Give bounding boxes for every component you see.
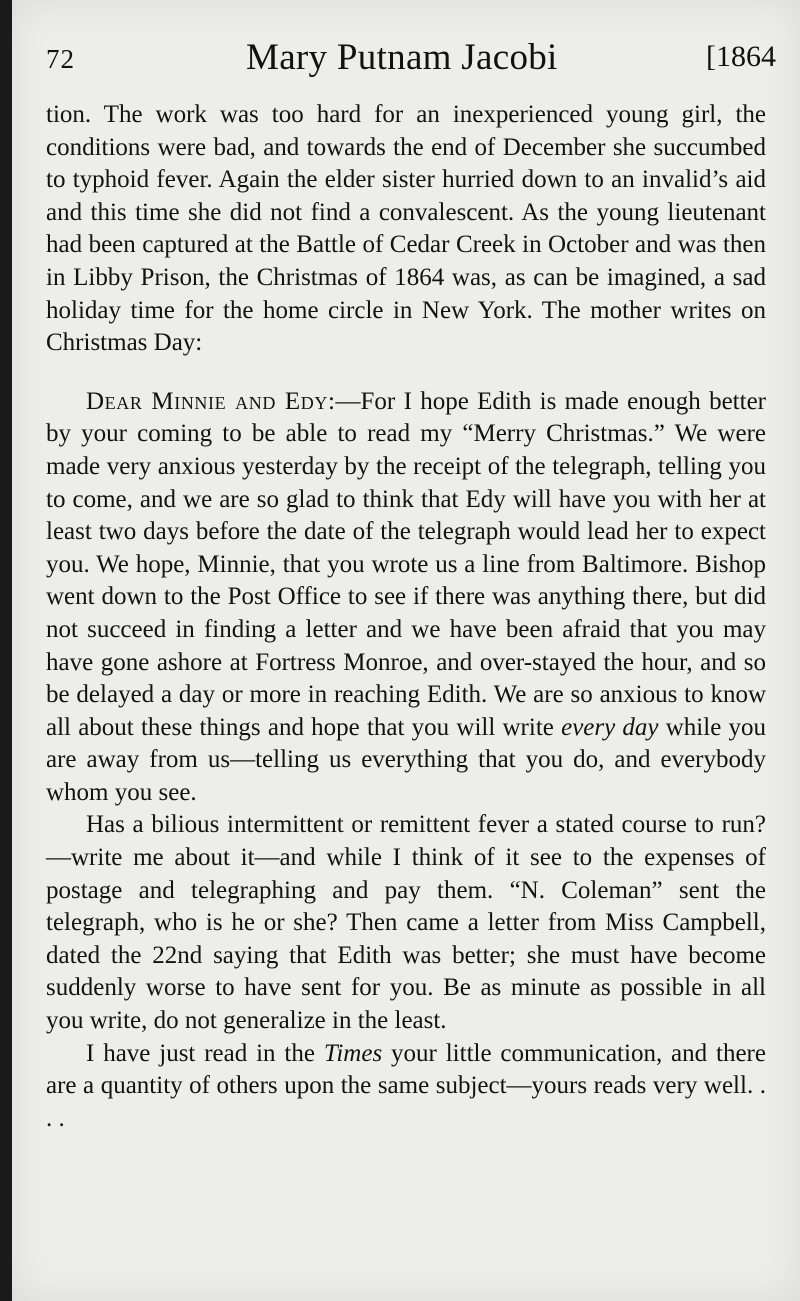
intro-paragraph: tion. The work was too hard for an inexperienced young girl, the conditions were bad, and towards the end of December she succumbed to typhoid fever. Again the elder sister hurried down to an invalid’s aid and this time she did not find a convalescent. As the young lieutenant had been captured at the Battle of Cedar Creek in October and was then in Libby Prison, the Christmas of 1864 was, as can be imagined, a sad holiday time for the home circle in New York. The mother writes on Christmas Day: bbox=[46, 101, 766, 357]
book-page bbox=[12, 0, 800, 1301]
letter-paragraph-2: Has a bilious intermittent or remittent fever a stated course to run?—write me about it—and while I think of it see to the expenses of postage and telegraphing and pay them. “N. Coleman” sent the telegraph, who is he or she? Then came a letter from Miss Campbell, dated the 22nd saying that Edith was better; she must have become suddenly worse to have sent for you. Be as minute as possible in all you write, do not generalize in the least. bbox=[46, 811, 766, 1035]
letter-paragraph-1 bbox=[46, 386, 766, 810]
page-body bbox=[46, 99, 766, 1135]
header-year: [1864 bbox=[706, 40, 776, 73]
letter-paragraph-1-emphasis: every day bbox=[561, 713, 659, 741]
page-number: 72 bbox=[46, 44, 75, 74]
letter-paragraph-3-text-a: I have just read in the bbox=[86, 1039, 324, 1067]
letter-paragraph-1-text-a: —For I hope Edith is made enough better by your coming to be able to read my “Merry Christmas.” We were made very anxious yesterday by the receipt of the telegraph, telling you to come, and we are so glad to think that Edy will have you with her at least two days before the date of the telegraph would lead her to expect you. We hope, Minnie, that you wrote us a line from Baltimore. Bishop went down to the Post Office to see if there was anything there, but did not succeed in finding a letter and we have been afraid that you may have gone ashore at Fortress Monroe, and over-stayed the hour, and so be delayed a day or more in reaching Edith. We are so anxious to know all about these things and hope that you will write bbox=[46, 387, 766, 741]
letter-paragraph-1-text-b: while you are away from us—telling us everything that you do, and everybody whom you see. bbox=[46, 713, 766, 806]
letter-salutation: Dear Minnie and Edy: bbox=[86, 387, 336, 415]
page-header bbox=[46, 30, 776, 90]
running-title: Mary Putnam Jacobi bbox=[246, 37, 558, 78]
letter-paragraph-3-emphasis: Times bbox=[323, 1039, 383, 1067]
letter-paragraph-3-text-b: your little communication, and there are a quantity of others upon the same subject—yours reads very well. . . . bbox=[46, 1039, 766, 1132]
letter-paragraph-3 bbox=[46, 1038, 766, 1136]
